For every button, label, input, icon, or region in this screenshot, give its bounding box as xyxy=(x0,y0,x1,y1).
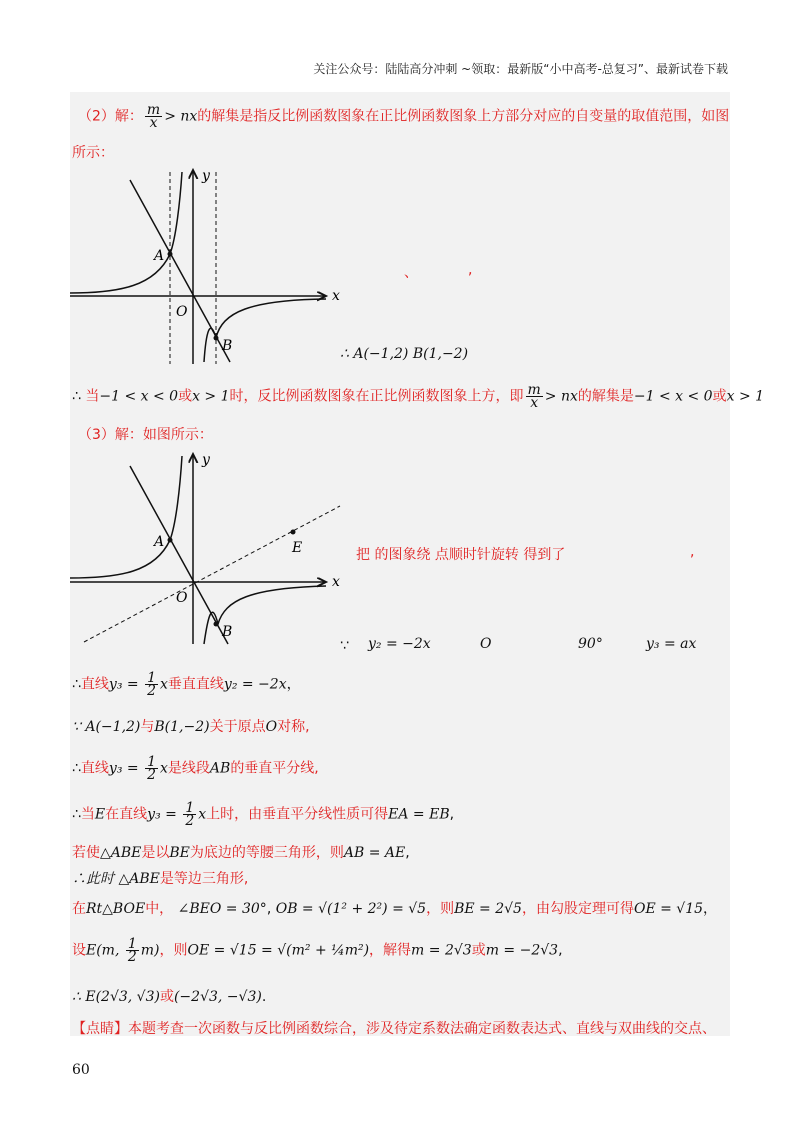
a-label: A xyxy=(154,534,165,550)
origin-label: O xyxy=(176,304,188,320)
line-2: ∵ A(−1,2)与B(1,−2)关于原点O对称, xyxy=(72,719,310,735)
line-6: ∴此时 △ABE是等边三角形, xyxy=(72,871,249,887)
points-note: ∴ A(−1,2) B(1,−2) xyxy=(340,346,469,362)
point-e xyxy=(291,530,296,535)
part2-conclusion: ∴ 当−1 < x < 0或x > 1时，反比例函数图象在正比例函数图象上方，即 $\frac{m}{x}$ > nx的解集是−1 < x < 0或x > 1 xyxy=(72,382,765,411)
y3-expr: y₃ = ax xyxy=(646,636,697,652)
line-1: ∴直线y₃ = $\frac{1}{2}$ x垂直直线y₂ = −2x， xyxy=(72,670,301,699)
point-b xyxy=(214,622,219,627)
line-7: 在Rt△BOE中， ∠BEO = 30°, OB = √(1² + 2²) = √5，则BE = 2√5，由勾股定理可得OE = √15， xyxy=(72,901,718,917)
part3-label: （3）解：如图所示： xyxy=(78,427,213,443)
part2-line1: （2）解： $\frac{m}{x}$ > nx的解集是指反比例函数图象在正比例函数图象上方部分对应的自变量的取值范围，如图 xyxy=(78,102,730,131)
point-a xyxy=(168,252,173,257)
rotate-text: 把 的图象绕 点顺时针旋转 得到了 xyxy=(356,547,566,563)
graph-1 xyxy=(70,162,340,372)
comment-text: 本题考查一次函数与反比例函数综合，涉及待定系数法确定函数表达式、直线与双曲线的交点、 xyxy=(128,1021,716,1037)
rotate-comma: , xyxy=(690,544,695,560)
comment-tag: 【点睛】 xyxy=(72,1021,128,1037)
y2-expr: y₂ = −2x xyxy=(368,636,431,652)
page-number: 60 xyxy=(72,1062,90,1078)
deg-expr: 90° xyxy=(578,636,603,652)
line-4: ∴当E在直线y₃ = $\frac{1}{2}$ x上时，由垂直平分线性质可得EA = EB, xyxy=(72,800,455,829)
e-label: E xyxy=(292,540,303,556)
graph-2 xyxy=(70,448,350,648)
point-a xyxy=(168,538,173,543)
y-label: y xyxy=(202,452,210,468)
hyperbola-left xyxy=(70,456,182,578)
line-8: 设E(m, $\frac{1}{2}$ m)，则OE = √15 = √(m² + ¼m²)，解得m = 2√3或m = −2√3, xyxy=(72,936,563,965)
fraction: $\frac{m}{x}$ xyxy=(146,102,161,131)
origin-label: O xyxy=(176,590,188,606)
part2-line2: 所示： xyxy=(72,145,114,161)
line-3: ∴直线y₃ = $\frac{1}{2}$ x是线段AB的垂直平分线, xyxy=(72,754,319,783)
line-5: 若使△ABE是以BE为底边的等腰三角形，则AB = AE, xyxy=(72,845,410,861)
hyperbola-left xyxy=(70,172,182,293)
o-expr: O xyxy=(480,636,492,652)
line-9: ∴ E(2√3, √3)或(−2√3, −√3). xyxy=(72,989,267,1005)
point-b xyxy=(214,336,219,341)
b-label: B xyxy=(222,338,233,354)
b-label: B xyxy=(222,624,233,640)
since-mark: ∵ xyxy=(340,638,349,654)
part2-label: （2）解： xyxy=(78,108,143,125)
x-label: x xyxy=(332,288,340,304)
stray-mark-1: 、 xyxy=(404,265,418,281)
a-label: A xyxy=(154,248,165,264)
y-label: y xyxy=(202,168,210,184)
page-header: 关注公众号：陆陆高分冲刺 ~领取：最新版“小中高考-总复习”、最新试卷下载 xyxy=(313,62,728,76)
comment-line xyxy=(72,1018,716,1038)
stray-mark-2: , xyxy=(468,262,473,278)
x-label: x xyxy=(332,574,340,590)
